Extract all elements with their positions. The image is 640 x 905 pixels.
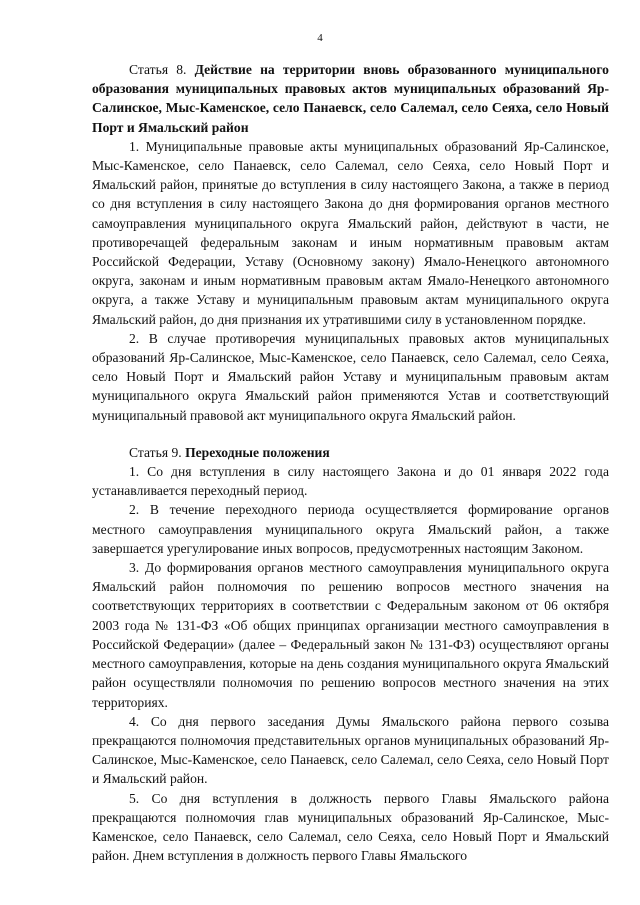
article-9-title: Переходные положения	[185, 444, 330, 460]
article-9-paragraph: 3. До формирования органов местного самоуправления муниципального округа Ямальский район полномочия по решению вопросов местного значения на соответствующих территориях в соответствии с Федеральным законом от 06 октября 2003 года № 131-ФЗ «Об общих принципах организации местного самоуправления в Российской Федерации» (далее – Федеральный закон № 131-ФЗ) осуществляют органы местного самоуправления, которые на день создания муниципального округа Ямальский район осуществляли полномочия по решению вопросов местного значения на этих территориях.	[92, 560, 609, 710]
article-8-heading	[92, 60, 609, 137]
article-8-label: Статья 8.	[129, 62, 187, 77]
section-gap	[92, 425, 609, 443]
article-8-paragraph: 2. В случае противоречия муниципальных правовых актов муниципальных образований Яр-Салинское, Мыс-Каменское, село Панаевск, село Салемал, село Сеяха, село Новый Порт и Ямальский район Уставу и муниципальным правовым актам муниципального округа Ямальский район применяются Устав и соответствующий муниципальный правовой акт муниципального округа Ямальский район.	[92, 330, 609, 423]
article-9-paragraph: 2. В течение переходного периода осуществляется формирование органов местного самоуправления муниципального округа Ямальский район, а также завершается урегулирование иных вопросов, предусмотренных настоящим Законом.	[92, 502, 609, 556]
article-9-paragraph: 5. Со дня вступления в должность первого Главы Ямальского района прекращаются полномочия глав муниципальных образований Яр-Салинское, Мыс-Каменское, село Панаевск, село Салемал, село Сеяха, село Новый Порт и Ямальский район. Днем вступления в должность первого Главы Ямальского	[92, 790, 609, 864]
article-9-heading	[92, 443, 609, 462]
article-9-paragraph: 1. Со дня вступления в силу настоящего Закона и до 01 января 2022 года устанавливается переходный период.	[92, 464, 609, 499]
article-9-paragraph: 4. Со дня первого заседания Думы Ямальского района первого созыва прекращаются полномочия представительных органов муниципальных образований Яр-Салинское, Мыс-Каменское, село Панаевск, село Салемал, село Сеяха, село Новый Порт и Ямальский район.	[92, 713, 609, 787]
article-8-paragraph: 1. Муниципальные правовые акты муниципальных образований Яр-Салинское, Мыс-Каменское, село Панаевск, село Салемал, село Сеяха, село Новый Порт и Ямальский район, принятые до вступления в силу настоящего Закона, а также в период со дня вступления в силу настоящего Закона до дня формирования органов местного самоуправления муниципального округа Ямальский район, действуют в части, не противоречащей федеральным законам и иным нормативным правовым актам Российской Федерации, Уставу (Основному закону) Ямало-Ненецкого автономного округа, законам и иным нормативным правовым актам Ямало-Ненецкого автономного округа, а также Уставу и муниципальным правовым актам муниципального округа Ямальский район, до дня признания их утратившими силу в установленном порядке.	[92, 138, 609, 327]
document-body	[92, 60, 609, 865]
article-8-title: Действие на территории вновь образованного муниципального образования муниципальных правовых актов муниципальных образований Яр-Салинское, Мыс-Каменское, село Панаевск, село Салемал, село Сеяха, село Новый Порт и Ямальский район	[92, 62, 609, 135]
article-9-label: Статья 9.	[129, 444, 182, 460]
page-number: 4	[317, 32, 323, 44]
